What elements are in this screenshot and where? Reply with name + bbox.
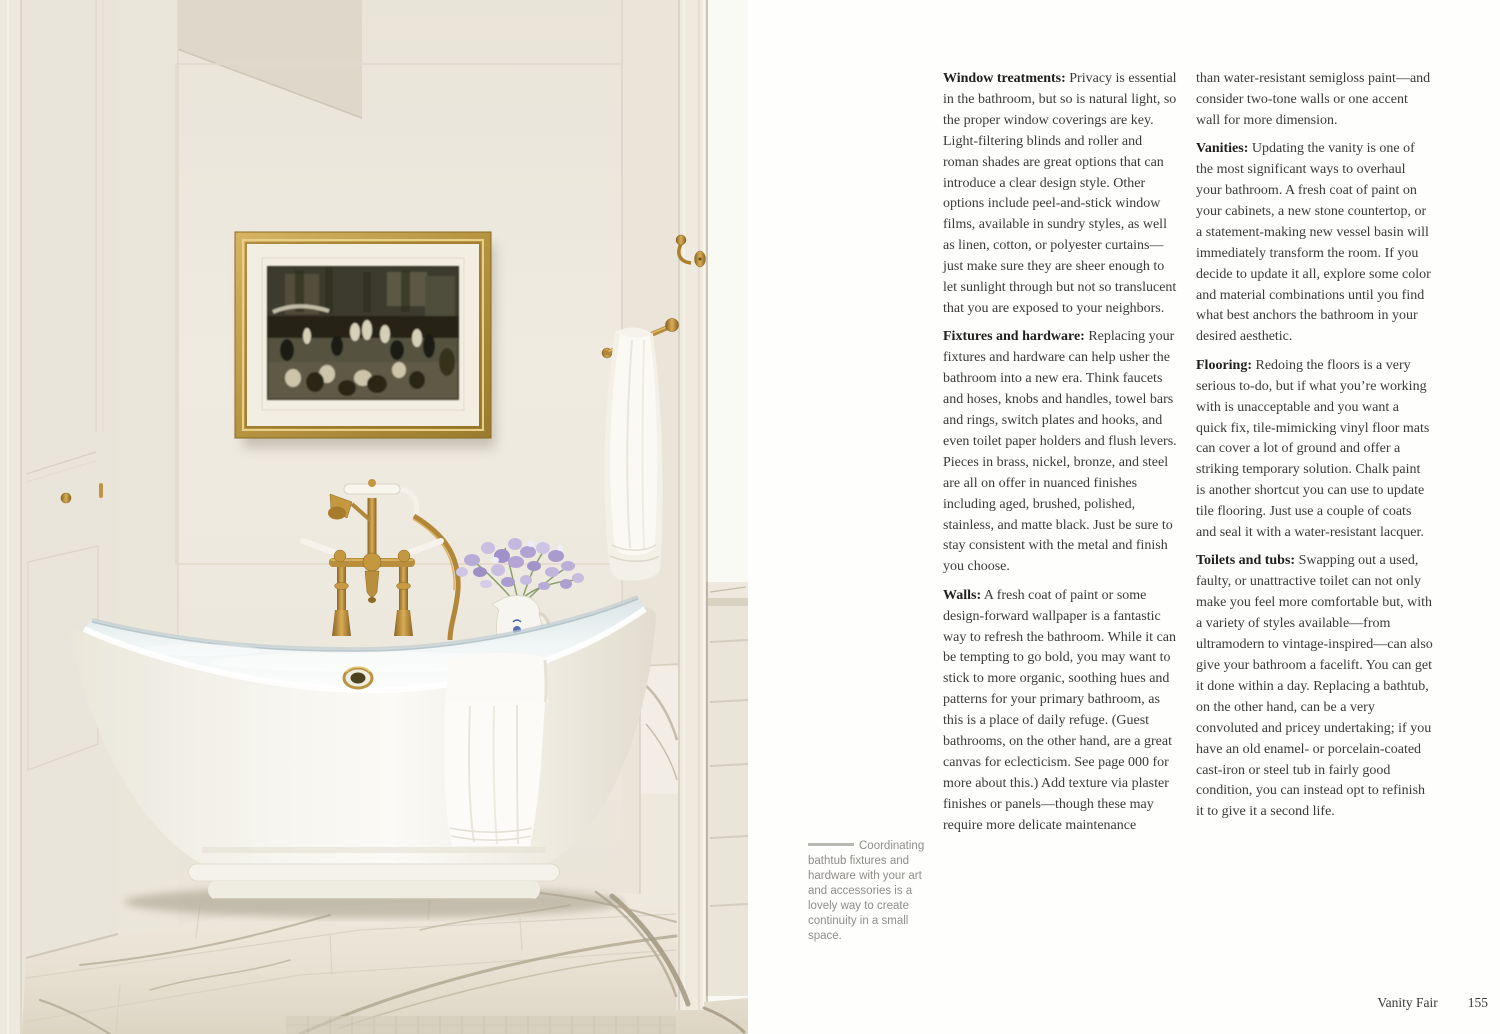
etching-print xyxy=(267,266,459,400)
paragraph-vanities xyxy=(1196,139,1433,348)
mosaic-border xyxy=(286,1016,676,1034)
tub-plinth xyxy=(189,864,560,899)
paragraph-body: than water-resistant semigloss paint—and consider two-tone walls or one accent wall for more dimension. xyxy=(1196,71,1431,128)
running-footer xyxy=(1308,995,1488,1011)
left-cabinets xyxy=(0,0,118,1034)
paragraph-lead: Walls: xyxy=(943,587,982,603)
paragraph-flooring xyxy=(1196,356,1433,544)
paragraph-body: Swapping out a used, faulty, or unattractive toilet can not only make you feel more comfortable but, with a variety of styles available—from ultramodern to vintage-inspired—can also give your bathroom a facelift. You can get it done within a day. Replacing a bathtub, on the other hand, can be a very convoluted and pricey undertaking; if you have an old enamel- or porcelain-coated cast-iron or steel tub in fairly good condition, you can instead opt to refinish it to give it a second life. xyxy=(1196,553,1433,820)
tub-drain xyxy=(344,667,372,688)
paragraph-lead: Fixtures and hardware: xyxy=(943,329,1085,345)
caption-rule xyxy=(808,843,854,846)
paragraph-body: Updating the vanity is one of the most significant ways to overhaul your bathroom. A fresh coat of paint on your cabinets, a new stone countertop, or a statement-making new vessel basin will immediately transform the room. If you decide to update it all, explore some color and material combinations until you find what best anchors the bathroom in your desired aesthetic. xyxy=(1196,141,1431,345)
text-page xyxy=(748,0,1500,1034)
paragraph-lead: Flooring: xyxy=(1196,357,1252,373)
page-number: 155 xyxy=(1467,995,1488,1010)
paragraph-body: Redoing the floors is a very serious to-do, but if what you’re working with is unacceptable and you want a quick fix, tile-mimicking vinyl floor mats can cover a lot of ground and offer a striking temporary solution. Chalk paint is another shortcut you can use to update tile flooring. Just use a couple of coats and seal it with a water-resistant lacquer. xyxy=(1196,357,1430,541)
paragraph-toilets-tubs xyxy=(1196,551,1433,823)
bathroom-photo xyxy=(0,0,748,1034)
paragraph-walls xyxy=(943,586,1180,837)
article-column-2 xyxy=(1196,69,1433,831)
book-title: Vanity Fair xyxy=(1377,995,1438,1010)
paragraph-window-treatments xyxy=(943,69,1180,320)
paragraph-body: A fresh coat of paint or some design-forward wallpaper is a fantastic way to refresh the bathroom. While it can be tempting to go bold, you may want to stick to more organic, soothing hues and patterns for your primary bathroom, as this is a place of daily refuge. (Guest bathrooms, on the other hand, are a great canvas for eclecticism. See page 000 for more about this.) Add texture via plaster finishes or panels—though these may require more delicate maintenance xyxy=(943,587,1176,833)
paragraph-continuation xyxy=(1196,69,1433,132)
draped-towel xyxy=(444,653,548,846)
cabinet-knob xyxy=(61,493,71,503)
article-column-1 xyxy=(943,69,1180,844)
cabinet-keyhole xyxy=(99,483,103,498)
hanging-towel xyxy=(604,327,662,580)
paragraph-lead: Vanities: xyxy=(1196,141,1249,157)
paragraph-lead: Toilets and tubs: xyxy=(1196,553,1296,569)
vanity-cabinet xyxy=(706,582,748,996)
paragraph-body: Privacy is essential in the bathroom, but so is natural light, so the proper window coverings are key. Light-filtering blinds and roller and roman shades are great options that can introduce a clear design style. Other options include peel-and-stick window films, available in sundry styles, as well as linen, cotton, or polyester curtains—just make sure they are sheer enough to let sunlight through but not so translucent that you are exposed to your neighbors. xyxy=(943,71,1177,316)
paragraph-body: Replacing your fixtures and hardware can help usher the bathroom into a new era. Think faucets and hoses, knobs and handles, towel bars and rings, switch plates and hooks, and even toilet paper holders and flush levers. Pieces in brass, nickel, bronze, and steel are all on offer in nuanced finishes including aged, brushed, polished, stainless, and matte black. Just be sure to stay consistent with the metal and finish you choose. xyxy=(943,329,1177,575)
framed-artwork xyxy=(235,232,495,448)
photo-caption xyxy=(808,839,936,944)
paragraph-fixtures-hardware xyxy=(943,327,1180,578)
caption-text: Coordinating bathtub fixtures and hardware with your art and accessories is a lovely way to create continuity in a small space. xyxy=(808,840,925,942)
paragraph-lead: Window treatments: xyxy=(943,71,1066,86)
